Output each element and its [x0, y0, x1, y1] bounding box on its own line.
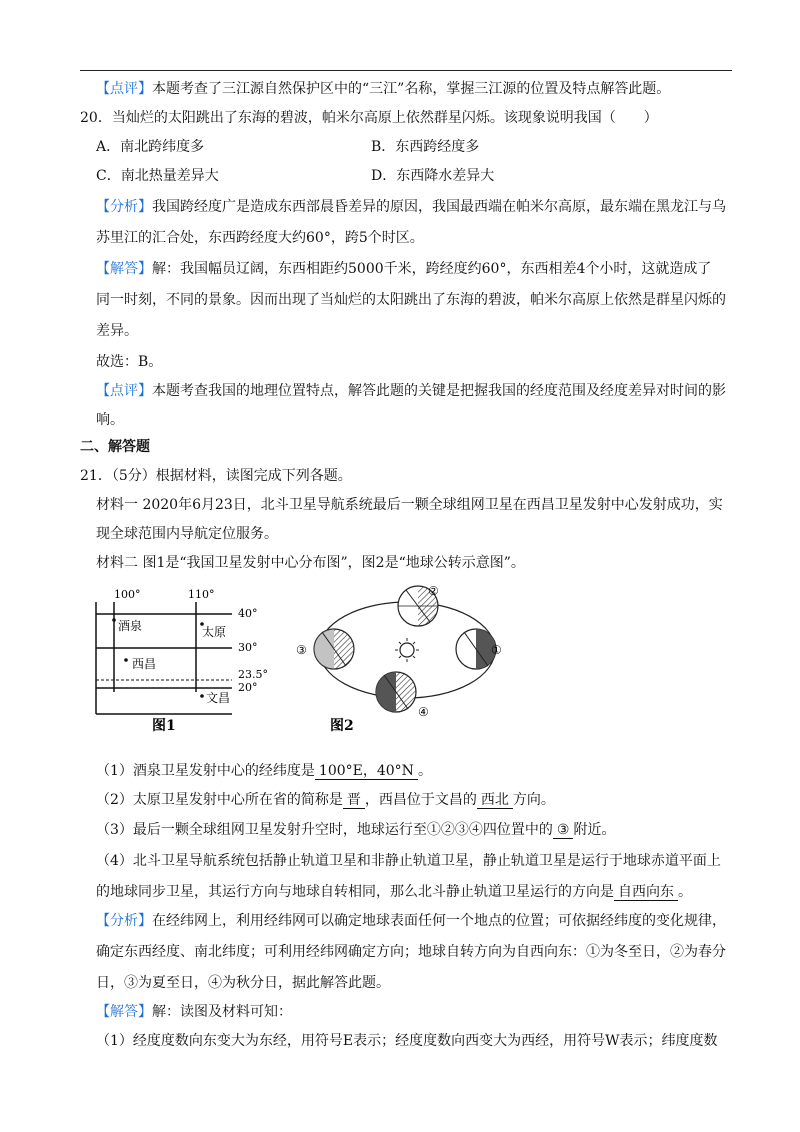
sun-icon — [395, 638, 419, 662]
xichang-dot — [124, 658, 128, 662]
q21-sub3 — [96, 820, 615, 840]
review-text: 本题考查了三江源自然保护区中的“三江”名称，掌握三江源的位置及特点解答此题。 — [152, 81, 671, 97]
section-title: 二、解答题 — [80, 439, 150, 455]
earth-position-1 — [456, 629, 496, 669]
figure-1-map — [92, 584, 278, 734]
q20-answer-line — [96, 259, 711, 279]
sub4-answer: 自西向东 — [614, 884, 678, 901]
q21-sub4-line — [96, 882, 692, 902]
review-tag: 【点评】 — [96, 383, 152, 399]
sub2-suffix: 方向。 — [512, 792, 555, 808]
q20-analysis-line — [96, 197, 726, 217]
q20-stem: 20．当灿烂的太阳跳出了东海的碧波，帕米尔高原上依然群星闪烁。该现象说明我国（ ） — [80, 110, 658, 126]
q19-review — [96, 79, 670, 99]
sub3-prefix: （3）最后一颗全球组网卫星发射升空时，地球运行至①②③④四位置中的 — [96, 822, 553, 838]
analysis-text: 我国跨经度广是造成东西部晨昏差异的原因，我国最西端在帕米尔高原，最东端在黑龙江与乌 — [152, 199, 726, 215]
sub2-prefix: （2）太原卫星发射中心所在省的简称是 — [96, 792, 343, 808]
sub1-suffix: 。 — [417, 763, 432, 779]
place-label: 西昌 — [132, 657, 157, 671]
q21-material1-line: 材料一 2020年6月23日，北斗卫星导航系统最后一颗全球组网卫星在西昌卫星发射中心发射成功，实 — [96, 497, 723, 513]
q21-analysis-line: 日，③为夏至日，④为秋分日，据此解答此题。 — [96, 975, 390, 991]
figure-2-orbit — [292, 582, 518, 734]
q20-review-line: 响。 — [96, 412, 124, 428]
figure-caption: 图1 — [152, 718, 176, 734]
header-rule — [80, 70, 732, 71]
q20-answer-choice: 故选：B。 — [96, 354, 163, 370]
q20-option-a: A．南北跨纬度多 — [96, 139, 205, 155]
q21-sub2 — [96, 790, 555, 810]
place-label: 文昌 — [206, 691, 231, 705]
lat-label: 20° — [238, 681, 258, 694]
jiuquan-dot — [112, 618, 116, 622]
q20-review-line — [96, 381, 726, 401]
analysis-tag: 【分析】 — [96, 913, 152, 929]
lon-label: 100° — [114, 588, 141, 601]
answer-text: 解：读图及材料可知： — [152, 1004, 292, 1020]
position-label: ① — [491, 643, 502, 657]
position-label: ③ — [296, 643, 307, 657]
figure-caption: 图2 — [330, 718, 354, 734]
position-label: ④ — [418, 705, 429, 719]
q21-answer-line — [96, 1002, 292, 1022]
lat-label: 23.5° — [238, 668, 268, 681]
sub3-answer: ③ — [553, 822, 574, 839]
q20-answer-line: 差异。 — [96, 323, 138, 339]
q21-sub4-line: （4）北斗卫星导航系统包括静止轨道卫星和非静止轨道卫星，静止轨道卫星是运行于地球赤道平面上 — [96, 853, 721, 869]
sub4-prefix: 的地球同步卫星，其运行方向与地球自转相同，那么北斗静止轨道卫星运行的方向是 — [96, 884, 614, 900]
analysis-tag: 【分析】 — [96, 199, 152, 215]
q21-material2: 材料二 图1是“我国卫星发射中心分布图”，图2是“地球公转示意图”。 — [96, 555, 525, 571]
place-label: 酒泉 — [118, 619, 143, 633]
q21-analysis-line: 确定东西经度、南北纬度；可利用经纬网确定方向；地球自转方向为自西向东：①为冬至日，②为春分 — [96, 944, 726, 960]
q21-sub1 — [96, 761, 432, 781]
sub1-answer: 100°E，40°N — [315, 763, 418, 780]
q20-analysis-line: 苏里江的汇合处，东西跨经度大约60°，跨5个时区。 — [96, 230, 424, 246]
analysis-text: 在经纬网上，利用经纬网可以确定地球表面任何一个地点的位置；可依据经纬度的变化规律， — [152, 913, 726, 929]
q21-material1-line: 现全球范围内导航定位服务。 — [96, 526, 278, 542]
review-text: 本题考查我国的地理位置特点，解答此题的关键是把握我国的经度范围及经度差异对时间的影 — [152, 383, 726, 399]
q20-option-d: D．东西降水差异大 — [371, 168, 495, 184]
sub3-suffix: 附近。 — [573, 822, 616, 838]
sub2-answer-2: 西北 — [477, 792, 513, 809]
earth-position-4 — [376, 672, 416, 712]
q21-answer-line: （1）经度度数向东变大为东经，用符号E表示；经度度数向西变大为西经，用符号W表示；纬度度数 — [96, 1033, 718, 1049]
position-label: ② — [428, 584, 439, 598]
lat-label: 40° — [238, 607, 258, 620]
sub1-prefix: （1）酒泉卫星发射中心的经纬度是 — [96, 763, 315, 779]
q20-option-b: B．东西跨经度多 — [371, 139, 480, 155]
answer-tag: 【解答】 — [96, 261, 152, 277]
place-label: 太原 — [202, 625, 227, 639]
q21-stem: 21．（5分）根据材料，读图完成下列各题。 — [80, 468, 352, 484]
lat-label: 30° — [238, 641, 258, 654]
earth-position-3 — [314, 629, 354, 669]
q20-option-c: C．南北热量差异大 — [96, 168, 219, 184]
answer-tag: 【解答】 — [96, 1004, 152, 1020]
q21-analysis-line — [96, 911, 726, 931]
review-tag: 【点评】 — [96, 81, 152, 97]
sub2-answer-1: 晋 — [343, 792, 365, 809]
answer-text: 解：我国幅员辽阔，东西相距约5000千米，跨经度约60°，东西相差4个小时，这就造成了 — [152, 261, 712, 277]
wenchang-dot — [200, 694, 204, 698]
sub4-suffix: 。 — [678, 884, 692, 900]
sub2-mid: ，西昌位于文昌的 — [364, 792, 477, 808]
lon-label: 110° — [188, 588, 215, 601]
q20-answer-line: 同一时刻，不同的景象。因而出现了当灿烂的太阳跳出了东海的碧波，帕米尔高原上依然是群星闪烁的 — [96, 292, 726, 308]
